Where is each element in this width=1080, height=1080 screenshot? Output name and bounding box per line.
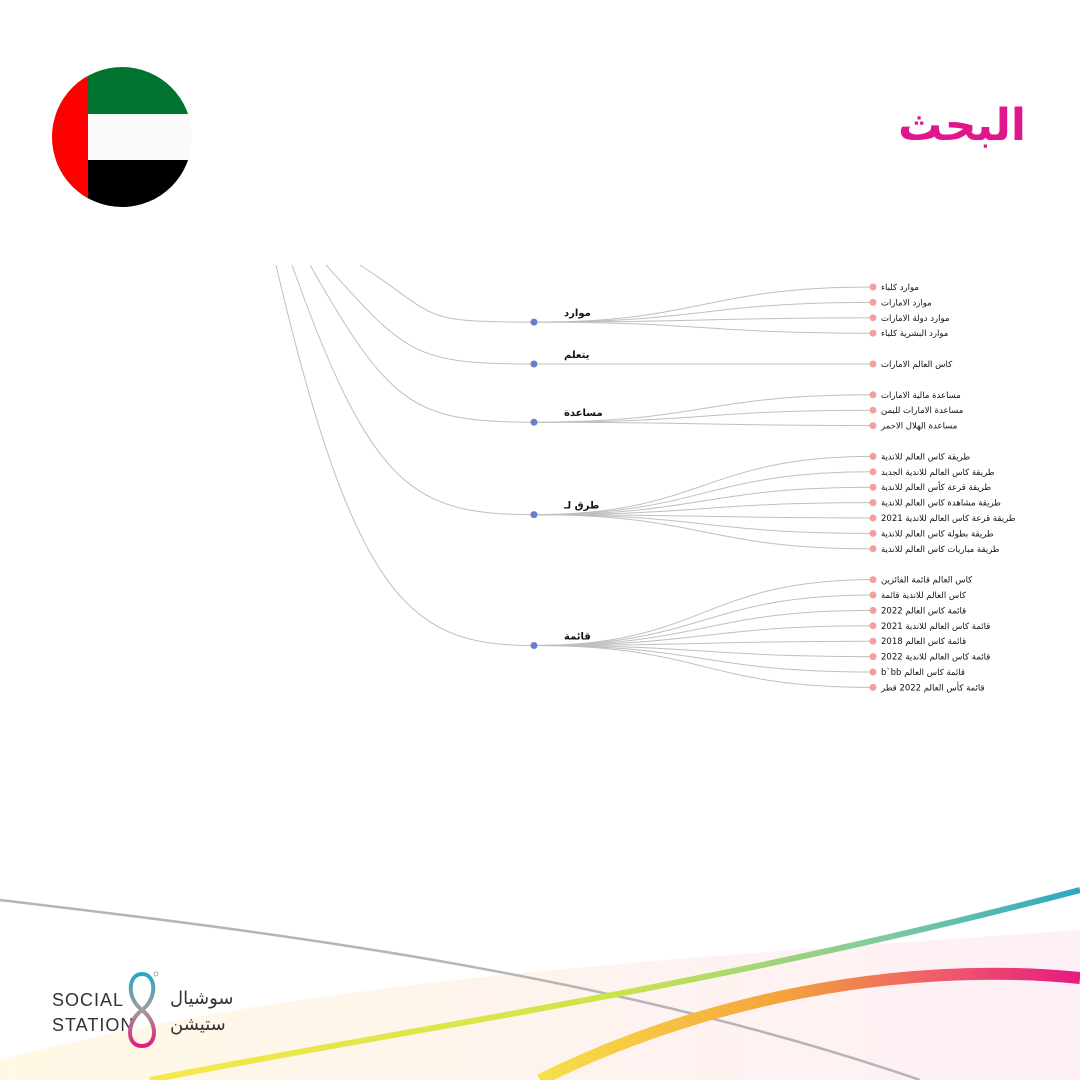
root-link bbox=[360, 265, 534, 322]
category-label: يتعلم bbox=[564, 350, 590, 361]
leaf-node bbox=[870, 530, 877, 537]
leaf-node bbox=[870, 284, 877, 291]
leaf-label: كاس العالم قائمة الفائزين bbox=[881, 575, 973, 586]
leaf-node bbox=[870, 499, 877, 506]
leaf-node bbox=[870, 638, 877, 645]
category-node bbox=[531, 511, 538, 518]
leaf-label: موارد كلباء bbox=[881, 283, 919, 293]
leaf-label: موارد الامارات bbox=[881, 298, 932, 309]
leaf-node bbox=[870, 314, 877, 321]
leaf-label: كاس العالم الامارات bbox=[881, 360, 953, 370]
leaf-label: قائمة كاس العالم للاندية 2021 bbox=[881, 621, 991, 632]
leaf-node bbox=[870, 545, 877, 552]
leaf-label: طريقة قرعة كاس العالم للاندية 2021 bbox=[881, 514, 1016, 524]
leaf-node bbox=[870, 484, 877, 491]
leaf-node bbox=[870, 653, 877, 660]
category-label: طرق لـ bbox=[564, 500, 600, 512]
leaf-node bbox=[870, 453, 877, 460]
category-node bbox=[531, 419, 538, 426]
leaf-label: قائمة كاس العالم للاندية 2022 bbox=[881, 652, 991, 663]
leaf-label: قائمة كأس العالم 2022 قطر bbox=[881, 683, 985, 694]
leaf-link bbox=[534, 322, 873, 333]
category-node bbox=[531, 642, 538, 649]
infinity-eight-icon bbox=[122, 968, 162, 1052]
leaf-node bbox=[870, 330, 877, 337]
leaf-link bbox=[534, 422, 873, 425]
leaf-link bbox=[534, 646, 873, 673]
leaf-node bbox=[870, 576, 877, 583]
leaf-link bbox=[534, 646, 873, 688]
logo-text-en-line2: STATION bbox=[52, 1015, 135, 1035]
leaf-label: طريقة مباريات كاس العالم للاندية bbox=[881, 544, 1000, 555]
leaf-node bbox=[870, 407, 877, 414]
leaf-label: قائمة كاس العالم 2018 bbox=[881, 637, 967, 648]
leaf-label: طريقة بطولة كاس العالم للاندية bbox=[881, 529, 994, 540]
category-node bbox=[531, 361, 538, 368]
social-station-logo bbox=[52, 968, 252, 1052]
leaf-label: b`bb قائمة كاس العالم bbox=[881, 668, 965, 678]
leaf-link bbox=[534, 515, 873, 549]
leaf-node bbox=[870, 299, 877, 306]
leaf-node bbox=[870, 669, 877, 676]
leaf-label: مساعدة مالية الامارات bbox=[881, 390, 961, 401]
leaf-node bbox=[870, 592, 877, 599]
leaf-label: مساعدة الامارات لليمن bbox=[881, 406, 964, 417]
leaf-label: طريقة كاس العالم للاندية الجديد bbox=[881, 467, 995, 478]
leaf-node bbox=[870, 684, 877, 691]
root-link bbox=[310, 265, 534, 422]
leaf-label: مساعدة الهلال الاحمر bbox=[881, 421, 958, 432]
category-label: موارد bbox=[564, 308, 591, 320]
leaf-label: كاس العالم للاندية قائمة bbox=[881, 591, 966, 601]
leaf-node bbox=[870, 468, 877, 475]
leaf-label: قائمة كاس العالم 2022 bbox=[881, 606, 967, 617]
logo-text-en-line1: SOCIAL bbox=[52, 990, 125, 1010]
leaf-node bbox=[870, 515, 877, 522]
leaf-label: موارد دولة الامارات bbox=[881, 313, 950, 324]
leaf-label: طريقة مشاهدة كاس العالم للاندية bbox=[881, 498, 1001, 509]
leaf-node bbox=[870, 622, 877, 629]
leaf-node bbox=[870, 607, 877, 614]
leaf-node bbox=[870, 391, 877, 398]
category-node bbox=[531, 319, 538, 326]
category-label: مساعدة bbox=[564, 408, 603, 420]
leaf-node bbox=[870, 422, 877, 429]
leaf-label: موارد البشرية كلباء bbox=[881, 329, 949, 340]
leaf-label: طريقة قرعة كأس العالم للاندية bbox=[881, 483, 992, 494]
page-title: البحث bbox=[898, 100, 1026, 151]
leaf-label: طريقة كاس العالم للاندية bbox=[881, 452, 971, 463]
logo-text-ar-line1: سوشيال bbox=[170, 988, 234, 1009]
leaf-node bbox=[870, 361, 877, 368]
logo-text-ar-line2: ستيشن bbox=[170, 1014, 226, 1035]
category-label: قائمة bbox=[564, 631, 591, 643]
root-link bbox=[326, 265, 534, 364]
